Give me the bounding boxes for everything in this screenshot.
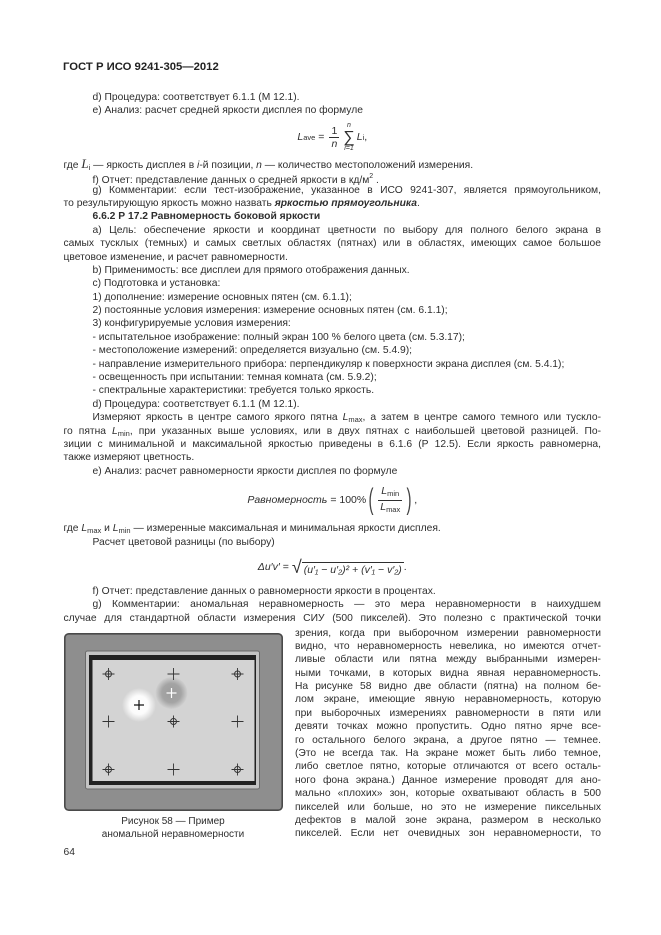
paragraph-line: видно, что неравномерность невелика, но имеются отчет- [295,640,601,652]
formula-color-difference [64,549,602,585]
text: го пятна [63,425,113,437]
formula-equals: = [318,131,325,144]
comments-item-cont [64,197,602,210]
paragraph-line: самых тусклых (темных) и самых светлых областях (пятнах) или в областях, имеющих самое большое [63,238,601,250]
text: , при указанных выше условиях, или в двух пятнах с наибольшей цветовой разницей. По- [129,425,601,437]
comments-item: g) Комментарии: аномальная неравномерность — это мера неравномерности в наихудшем [92,599,601,611]
text: и [101,523,113,535]
paragraph-line: ливые области или пятна между выбранными измерен- [295,654,601,666]
report-item: f) Отчет: представление данных о равномерности яркости в процентах. [92,585,436,597]
square-root [292,558,404,576]
paragraph-line: зрения, когда при выборочном измерении равномерности [295,627,601,639]
figure-caption: Рисунок 58 — Пример [121,816,225,827]
formula-equals: = [279,560,292,573]
formula-equals: = 100% [330,494,367,507]
symbol: n [256,159,262,171]
term-emphasis: яркостью прямоугольника [274,197,417,209]
formula-average-luminance [64,118,602,157]
fraction-denominator: n [331,137,338,150]
symbol: L [342,412,349,424]
formula-term: L [356,131,363,144]
radical-sign: √ [291,556,302,577]
report-item [64,170,602,187]
document-header: ГОСТ Р ИСО 9241-305—2012 [63,61,219,73]
paragraph-line: также измеряют цветность. [63,452,195,464]
text: f) Отчет: представление данных о средней яркости в кд/м [92,175,370,187]
paragraph-line: го остального белого экрана, а другое пятно — темнее. [295,734,601,746]
paragraph-line: (Это не всегда так. На экране может быть либо темное, [295,748,601,760]
paragraph-line: a) Цель: обеспечение яркости и координат цветности по выбору для полного белого экрана в [92,224,601,236]
subscript: max [386,504,401,514]
analysis-item: e) Анализ: расчет средней яркости дисплея по формуле [92,105,363,117]
text: — измеренные максимальная и минимальная яркости дисплея. [130,523,441,535]
formula-punctuation: , [364,131,368,144]
list-item: - испытательное изображение: полный экран 100 % белого цвета (см. 5.3.17); [92,331,465,343]
symbol: i [197,159,200,171]
where-line [64,157,602,170]
where-line [64,522,602,535]
list-item: 3) конфигурируемые условия измерения: [92,318,291,330]
section-heading: 6.6.2 Р 17.2 Равномерность боковой яркости [92,211,321,223]
list-item: - освещенность при испытании: темная комната (см. 5.9.2); [92,372,377,384]
sum-lower-limit: i=1 [344,144,354,152]
applicability-item: b) Применимость: все дисплеи для прямого отображения данных. [92,264,410,276]
fraction-numerator: 1 [331,124,338,137]
paragraph-line: На рисунке 58 видно две области (пятна) на полном бе- [295,681,601,693]
formula-lhs: Δu′v′ [257,560,280,573]
formula-subscript: i [362,132,365,142]
text: , а затем в центре самого темного или тускло- [362,412,601,424]
symbol: L [380,500,387,513]
radicand: (u′₁ − u′₂)² + (v′₁ − v′₂) [303,563,402,576]
formula-punctuation: . [403,560,407,573]
list-item: - направление измерительного прибора: перпендикуляр к поверхности экрана дисплея (см. 5.4.1); [92,358,565,370]
formula-lhs: Равномерность [247,494,328,507]
paragraph-line: Расчет цветовой разницы (по выбору) [92,536,275,548]
procedure-item: d) Процедура: соответствует 6.1.1 (М 12.1). [92,92,300,103]
sum-sign: ∑ [343,128,355,146]
procedure-item: d) Процедура: соответствует 6.1.1 (М 12.1). [92,398,300,410]
analysis-item: e) Анализ: расчет равномерности яркости дисплея по формуле [92,465,398,477]
paragraph-line: при выборочных измерениях равномерности в пяти или [295,707,601,719]
subscript: max [87,526,102,536]
symbol: L [81,155,89,171]
figure-caption: аномальной неравномерности [101,829,245,840]
list-item: 2) постоянные условия измерения: измерение основных пятен (см. 6.1.1); [92,305,448,317]
setup-item: c) Подготовка и установка: [92,278,221,290]
document-body [64,91,602,625]
formula-fraction [329,125,339,150]
paragraph-line: дефектов в малой зоне экрана, размером в несколько [295,814,601,826]
symbol: L [112,523,119,535]
formula-uniformity [64,478,602,522]
text: то результирующую яркость можно назвать [63,197,275,209]
paragraph-line: ными точками, в которых видна явная неравномерность. [295,667,601,679]
fraction-denominator [378,500,402,516]
subscript: min [117,428,130,438]
fraction-numerator [379,485,401,500]
text: Измеряют яркость в центре самого яркого пятна [92,412,343,424]
paragraph-line [64,425,602,438]
list-item: - спектральные характеристики: требуется только яркость. [92,385,375,397]
text: — количество местоположений измерения. [261,159,474,171]
text: где [63,159,82,171]
formula-fraction [378,485,402,516]
page-number: 64 [63,847,75,858]
subscript: max [348,415,363,425]
sum-upper-limit: n [347,121,351,129]
paragraph-line: девяти точках можно пропустить. Одно пятно ярче все- [295,721,601,733]
paragraph-line: ного фона экрана.) Данное измерение проводят для ано- [295,774,601,786]
subscript: min [387,488,400,498]
right-paren: ) [406,483,412,517]
paragraph-line [64,411,602,424]
paragraph-line: пикселей или больше, но это не измерение пиксельных [295,801,601,813]
paragraph-line: мально «плохих» зон, которые охватывают область в 500 [295,788,601,800]
text: — яркость дисплея в [90,159,198,171]
text: . [416,197,420,209]
symbol: L [81,523,88,535]
formula-subscript: ave [303,132,316,142]
symbol: L [381,484,388,497]
formula-symbol: L [297,131,304,144]
text: -й позиции, [199,159,257,171]
formula-punctuation: , [414,494,418,507]
subscript: min [118,526,131,536]
text: где [63,523,82,535]
text-column [295,627,601,841]
symbol: L [112,425,118,437]
subscript: i [88,162,91,172]
paragraph-line: пикселей. Если нет очевидных зон неравномерности, то [295,828,601,840]
paragraph-line: лом экране, имеющие явную неравномерность, которую [295,694,601,706]
list-item: - местоположение измерений: определяется визуально (см. 5.4.9); [92,345,413,357]
paragraph-line: случае для стандартной области измерения СИУ (500 пикселей). Это полезно с практической точки [63,612,601,624]
comments-item: g) Комментарии: если тест-изображение, указанное в ИСО 9241-307, является прямоугольником, [92,184,601,196]
text: . [373,175,379,187]
paragraph-line: зиции с минимальной и максимальной яркостью приведены в 6.1.6 (Р 12.5). Если яркость равномерна, [63,438,601,450]
figure-58-display-illustration [64,633,283,811]
superscript: 2 [369,173,374,181]
paragraph-line: либо светлое пятно, которые отличаются от всего осталь- [295,761,601,773]
left-paren: ( [368,483,374,517]
list-item: 1) дополнение: измерение основных пятен (см. 6.1.1); [92,291,352,303]
sum-operator [343,122,354,153]
paragraph-line: цветовое изменение, и расчет равномерности. [63,251,288,263]
